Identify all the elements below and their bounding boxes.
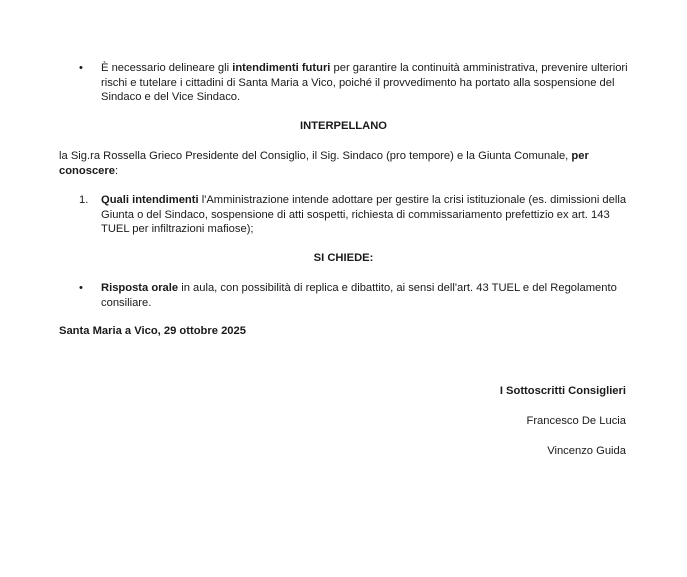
bullet-marker: • (79, 282, 83, 294)
heading-interpellano: INTERPELLANO (299, 120, 387, 132)
place-date: Santa Maria a Vico, 29 ottobre 2025 (59, 325, 246, 337)
bullet-marker: • (79, 62, 83, 74)
bullet-text (101, 61, 639, 105)
text-run: : (114, 164, 119, 177)
signatory-name: Francesco De Lucia (526, 415, 626, 427)
bold-run: Quali intendimenti (101, 194, 199, 206)
bullet-text (101, 281, 639, 310)
numbered-item-1 (79, 193, 639, 237)
text-run: È necessario delineare gli (101, 62, 233, 74)
numbered-text (101, 193, 639, 237)
signatory-name: Vincenzo Guida (547, 445, 626, 457)
bold-run: intendimenti futuri (232, 62, 331, 74)
text-run: la Sig.ra Rossella Grieco Presidente del Consiglio, il Sig. Sindaco (pro tempore) e la Giunta Comunale, (59, 150, 572, 162)
text-run: per garantire la continuità amministrativa, prevenire ulteriori rischi e tutelare i cittadini di Santa Maria a Vico, poiché il provvedimento ha portato alla sospensione del Sindaco e del Vice Sindaco. (101, 62, 628, 103)
text-run: in aula, con possibilità di replica e dibattito, ai sensi dell'art. 43 TUEL e del Regolamento consiliare. (101, 282, 617, 309)
heading-si-chiede: SI CHIEDE: (313, 252, 374, 264)
bold-run: per conoscere (59, 150, 589, 177)
addressee-paragraph (59, 149, 639, 178)
bullet-item-intendimenti (79, 61, 639, 105)
text-run: l'Amministrazione intende adottare per gestire la crisi istituzionale (es. dimissioni della Giunta o del Sindaco, sospensione di atti sospetti, richiesta di commissariamento prefettizio ex art. 143 TUEL per infiltrazioni mafiose); (101, 194, 627, 235)
bold-run: Risposta orale (101, 282, 179, 294)
bullet-item-risposta (79, 281, 639, 310)
number-marker: 1. (79, 194, 89, 206)
signatories-title: I Sottoscritti Consiglieri (499, 385, 626, 397)
